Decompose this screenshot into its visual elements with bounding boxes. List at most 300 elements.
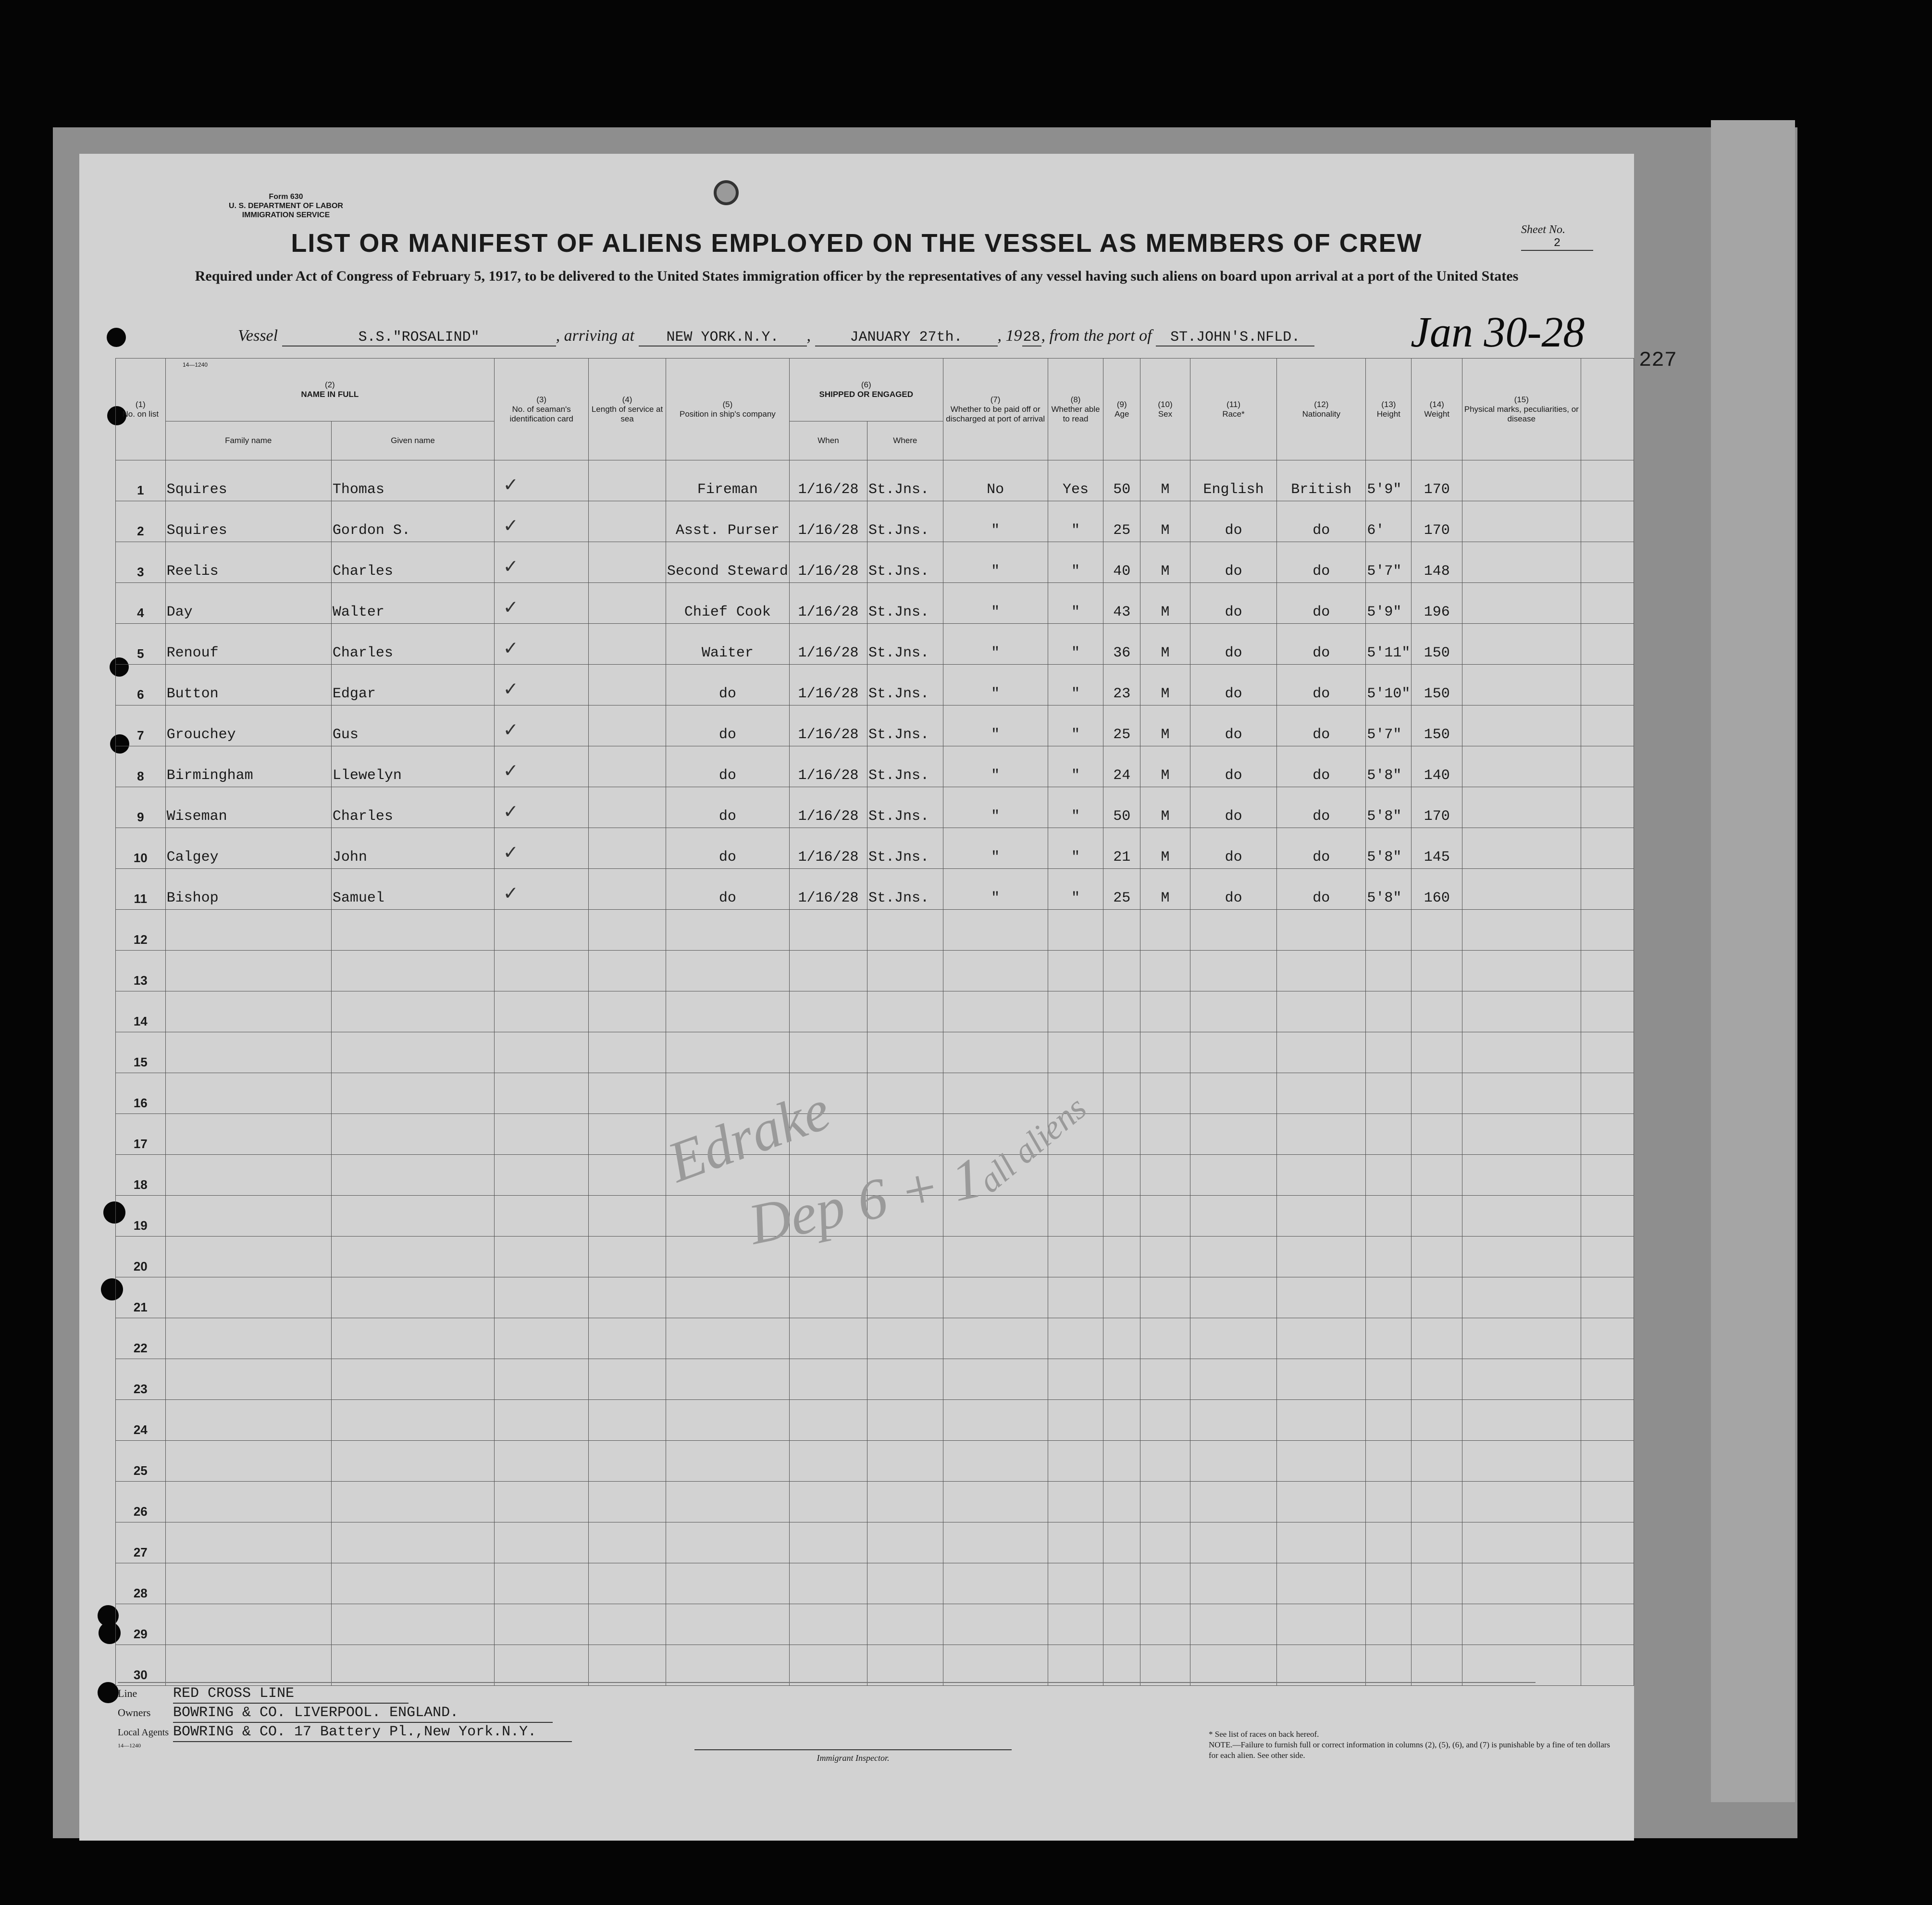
list-number: 29	[116, 1604, 166, 1645]
physical-marks	[1462, 1441, 1581, 1482]
handwritten-date-stamp: Jan 30-28	[1411, 309, 1585, 356]
nationality: do	[1277, 665, 1366, 705]
nationality	[1277, 991, 1366, 1032]
service-length	[589, 1441, 666, 1482]
able-to-read: "	[1048, 828, 1103, 869]
sex	[1140, 1277, 1190, 1318]
backing-strip	[1711, 120, 1795, 1802]
able-to-read	[1048, 1441, 1103, 1482]
list-number: 18	[116, 1155, 166, 1196]
race	[1190, 910, 1276, 951]
list-number: 7	[116, 705, 166, 746]
shipped-where	[867, 1318, 943, 1359]
print-code: 14—1240	[183, 361, 208, 368]
table-row	[116, 665, 1634, 705]
age: 21	[1103, 828, 1140, 869]
paid-off: "	[943, 746, 1048, 787]
sex	[1140, 991, 1190, 1032]
weight	[1412, 1522, 1462, 1563]
weight	[1412, 1604, 1462, 1645]
given-name	[331, 1155, 494, 1196]
nationality	[1277, 1441, 1366, 1482]
sex	[1140, 1318, 1190, 1359]
paid-off	[943, 1645, 1048, 1686]
able-to-read	[1048, 1237, 1103, 1277]
paid-off: "	[943, 501, 1048, 542]
paid-off	[943, 1032, 1048, 1073]
id-card-check	[495, 1196, 589, 1237]
pencil-note: all aliens	[971, 1088, 1094, 1200]
shipped-where	[867, 1441, 943, 1482]
sex: M	[1140, 665, 1190, 705]
family-name	[165, 1645, 331, 1686]
nationality	[1277, 1604, 1366, 1645]
blank-cell	[1581, 1645, 1634, 1686]
given-name	[331, 1318, 494, 1359]
header-sex: (10) Sex	[1140, 359, 1190, 460]
service-length	[589, 1237, 666, 1277]
physical-marks	[1462, 1400, 1581, 1441]
nationality: do	[1277, 869, 1366, 910]
service-length	[589, 746, 666, 787]
nationality: do	[1277, 583, 1366, 624]
race	[1190, 1237, 1276, 1277]
shipped-where: St.Jns.	[867, 665, 943, 705]
service-length	[589, 1604, 666, 1645]
form-identifier	[195, 192, 377, 220]
family-name	[165, 1277, 331, 1318]
able-to-read	[1048, 951, 1103, 991]
id-card-check	[495, 1604, 589, 1645]
given-name	[331, 1400, 494, 1441]
header-weight: (14) Weight	[1412, 359, 1462, 460]
physical-marks	[1462, 1073, 1581, 1114]
service-length	[589, 665, 666, 705]
service-length	[589, 951, 666, 991]
age	[1103, 951, 1140, 991]
paid-off	[943, 910, 1048, 951]
weight	[1412, 1400, 1462, 1441]
service-length	[589, 991, 666, 1032]
table-row	[116, 746, 1634, 787]
header-shipped-or-engaged: (6) SHIPPED OR ENGAGED	[789, 359, 943, 421]
sex	[1140, 1237, 1190, 1277]
id-card-check: ✓	[495, 501, 589, 542]
crew-table	[115, 358, 1634, 1686]
list-number: 16	[116, 1073, 166, 1114]
service-length	[589, 1196, 666, 1237]
list-number: 2	[116, 501, 166, 542]
position	[666, 1441, 789, 1482]
weight	[1412, 951, 1462, 991]
position: do	[666, 828, 789, 869]
table-row	[116, 501, 1634, 542]
race: do	[1190, 869, 1276, 910]
list-number: 25	[116, 1441, 166, 1482]
able-to-read: "	[1048, 705, 1103, 746]
race	[1190, 1482, 1276, 1522]
sex: M	[1140, 583, 1190, 624]
pencil-note: Dep 6 + 1	[743, 1145, 988, 1257]
sex	[1140, 1563, 1190, 1604]
given-name	[331, 1196, 494, 1237]
vessel-name: S.S."ROSALIND"	[282, 329, 556, 346]
shipped-when: 1/16/28	[789, 705, 867, 746]
height	[1366, 1277, 1412, 1318]
nationality: do	[1277, 705, 1366, 746]
list-number: 23	[116, 1359, 166, 1400]
shipped-when	[789, 1563, 867, 1604]
race	[1190, 1318, 1276, 1359]
service-length	[589, 1359, 666, 1400]
weight	[1412, 910, 1462, 951]
family-name: Birmingham	[165, 746, 331, 787]
height	[1366, 991, 1412, 1032]
race: do	[1190, 787, 1276, 828]
position: Waiter	[666, 624, 789, 665]
able-to-read	[1048, 910, 1103, 951]
height: 5'8"	[1366, 828, 1412, 869]
shipped-where	[867, 1073, 943, 1114]
physical-marks	[1462, 1155, 1581, 1196]
family-name	[165, 1196, 331, 1237]
owners-value: BOWRING & CO. LIVERPOOL. ENGLAND.	[173, 1704, 553, 1723]
shipped-when	[789, 1400, 867, 1441]
table-row	[116, 1032, 1634, 1073]
table-row	[116, 705, 1634, 746]
given-name: Charles	[331, 542, 494, 583]
weight	[1412, 1318, 1462, 1359]
list-number: 28	[116, 1563, 166, 1604]
id-card-check	[495, 1482, 589, 1522]
manifest-sheet	[79, 154, 1677, 1841]
able-to-read: "	[1048, 869, 1103, 910]
shipped-when	[789, 1441, 867, 1482]
weight: 196	[1412, 583, 1462, 624]
height: 5'11"	[1366, 624, 1412, 665]
family-name	[165, 1237, 331, 1277]
weight	[1412, 1073, 1462, 1114]
header-race: (11) Race*	[1190, 359, 1276, 460]
year-prefix: , 19	[997, 327, 1022, 345]
able-to-read: Yes	[1048, 460, 1103, 501]
sheet-number-label: Sheet No.	[1521, 223, 1565, 236]
age: 36	[1103, 624, 1140, 665]
paid-off: "	[943, 665, 1048, 705]
eyelet-hole	[714, 180, 739, 205]
id-card-check: ✓	[495, 828, 589, 869]
paid-off	[943, 991, 1048, 1032]
id-card-check	[495, 1073, 589, 1114]
age	[1103, 1604, 1140, 1645]
height	[1366, 1318, 1412, 1359]
id-card-check	[495, 910, 589, 951]
paid-off: "	[943, 624, 1048, 665]
nationality: do	[1277, 542, 1366, 583]
shipped-where	[867, 1645, 943, 1686]
position: do	[666, 705, 789, 746]
blank-cell	[1581, 828, 1634, 869]
given-name: Gordon S.	[331, 501, 494, 542]
age	[1103, 1114, 1140, 1155]
paid-off	[943, 1604, 1048, 1645]
service-length	[589, 1277, 666, 1318]
family-name: Renouf	[165, 624, 331, 665]
race	[1190, 1645, 1276, 1686]
sex: M	[1140, 705, 1190, 746]
given-name	[331, 1237, 494, 1277]
weight	[1412, 1645, 1462, 1686]
nationality	[1277, 1359, 1366, 1400]
family-name	[165, 1032, 331, 1073]
family-name	[165, 951, 331, 991]
agents-value: BOWRING & CO. 17 Battery Pl.,New York.N.Y.	[173, 1723, 572, 1742]
age	[1103, 1400, 1140, 1441]
document-subtitle: Required under Act of Congress of February 5, 1917, to be delivered to the United States immigration officer by the representatives of any vessel having such aliens on board upon arrival at a port of the United States	[195, 268, 1519, 284]
race: do	[1190, 624, 1276, 665]
header-name-in-full: (2) NAME IN FULL	[165, 359, 494, 421]
sex: M	[1140, 869, 1190, 910]
height	[1366, 1441, 1412, 1482]
blank-cell	[1581, 1482, 1634, 1522]
position	[666, 1318, 789, 1359]
age	[1103, 1237, 1140, 1277]
id-card-check: ✓	[495, 869, 589, 910]
paid-off	[943, 1563, 1048, 1604]
service-name: IMMIGRATION SERVICE	[242, 211, 330, 219]
sex	[1140, 1155, 1190, 1196]
owners-label: Owners	[118, 1707, 151, 1719]
table-row	[116, 787, 1634, 828]
given-name	[331, 1277, 494, 1318]
able-to-read: "	[1048, 787, 1103, 828]
age: 23	[1103, 665, 1140, 705]
able-to-read	[1048, 1155, 1103, 1196]
inspector-signature-field	[694, 1740, 1012, 1763]
paid-off: "	[943, 828, 1048, 869]
sex: M	[1140, 460, 1190, 501]
header-position: (5) Position in ship's company	[666, 359, 789, 460]
sheet-number-value: 2	[1521, 237, 1593, 251]
physical-marks	[1462, 1482, 1581, 1522]
sex	[1140, 1645, 1190, 1686]
height: 5'10"	[1366, 665, 1412, 705]
id-card-check	[495, 951, 589, 991]
weight	[1412, 1237, 1462, 1277]
footer-divider	[118, 1682, 1536, 1683]
weight: 145	[1412, 828, 1462, 869]
able-to-read	[1048, 1482, 1103, 1522]
age	[1103, 1155, 1140, 1196]
family-name	[165, 1522, 331, 1563]
list-number: 19	[116, 1196, 166, 1237]
table-row	[116, 869, 1634, 910]
race	[1190, 991, 1276, 1032]
header-when: When	[789, 421, 867, 460]
family-name	[165, 1400, 331, 1441]
service-length	[589, 1318, 666, 1359]
paid-off: No	[943, 460, 1048, 501]
blank-cell	[1581, 991, 1634, 1032]
blank-cell	[1581, 460, 1634, 501]
position: do	[666, 787, 789, 828]
family-name	[165, 1482, 331, 1522]
weight: 150	[1412, 624, 1462, 665]
vessel-label: Vessel	[238, 327, 278, 345]
blank-cell	[1581, 501, 1634, 542]
physical-marks	[1462, 1318, 1581, 1359]
table-row	[116, 991, 1634, 1032]
shipped-when	[789, 1318, 867, 1359]
table-row	[116, 1114, 1634, 1155]
family-name	[165, 1114, 331, 1155]
family-name	[165, 1318, 331, 1359]
list-number: 14	[116, 991, 166, 1032]
family-name	[165, 1441, 331, 1482]
paid-off	[943, 1400, 1048, 1441]
sex	[1140, 1482, 1190, 1522]
id-card-check: ✓	[495, 460, 589, 501]
nationality	[1277, 1277, 1366, 1318]
blank-cell	[1581, 1237, 1634, 1277]
physical-marks	[1462, 991, 1581, 1032]
weight: 170	[1412, 460, 1462, 501]
shipped-where	[867, 1032, 943, 1073]
footer-line-owners-agents	[118, 1684, 572, 1749]
sex	[1140, 1400, 1190, 1441]
nationality	[1277, 1563, 1366, 1604]
race	[1190, 1073, 1276, 1114]
shipped-where	[867, 1237, 943, 1277]
race	[1190, 1563, 1276, 1604]
sex	[1140, 1073, 1190, 1114]
nationality	[1277, 1073, 1366, 1114]
list-number: 20	[116, 1237, 166, 1277]
able-to-read: "	[1048, 501, 1103, 542]
table-row	[116, 1482, 1634, 1522]
given-name	[331, 1359, 494, 1400]
age: 43	[1103, 583, 1140, 624]
service-length	[589, 501, 666, 542]
header-list-no: (1) No. on list	[116, 359, 166, 460]
family-name	[165, 910, 331, 951]
physical-marks	[1462, 1277, 1581, 1318]
family-name: Grouchey	[165, 705, 331, 746]
height	[1366, 1196, 1412, 1237]
list-number: 21	[116, 1277, 166, 1318]
shipped-when: 1/16/28	[789, 869, 867, 910]
service-length	[589, 1482, 666, 1522]
age	[1103, 1318, 1140, 1359]
given-name: Walter	[331, 583, 494, 624]
service-length	[589, 705, 666, 746]
physical-marks	[1462, 1359, 1581, 1400]
list-number: 3	[116, 542, 166, 583]
physical-marks	[1462, 869, 1581, 910]
age	[1103, 991, 1140, 1032]
position	[666, 1563, 789, 1604]
family-name: Squires	[165, 460, 331, 501]
race	[1190, 1155, 1276, 1196]
blank-cell	[1581, 951, 1634, 991]
table-row	[116, 1604, 1634, 1645]
table-row	[116, 624, 1634, 665]
table-row	[116, 828, 1634, 869]
paid-off	[943, 1318, 1048, 1359]
header-family-name: Family name	[165, 421, 331, 460]
age	[1103, 1482, 1140, 1522]
family-name: Calgey	[165, 828, 331, 869]
line-label: Line	[118, 1687, 137, 1699]
id-card-check	[495, 1032, 589, 1073]
shipped-when: 1/16/28	[789, 828, 867, 869]
footer-notes	[1209, 1729, 1617, 1761]
nationality	[1277, 1196, 1366, 1237]
given-name: Charles	[331, 787, 494, 828]
header-height: (13) Height	[1366, 359, 1412, 460]
age	[1103, 1277, 1140, 1318]
sex	[1140, 1604, 1190, 1645]
nationality	[1277, 1645, 1366, 1686]
shipped-when	[789, 1482, 867, 1522]
weight	[1412, 1155, 1462, 1196]
height	[1366, 1522, 1412, 1563]
physical-marks	[1462, 1237, 1581, 1277]
family-name: Day	[165, 583, 331, 624]
race: do	[1190, 583, 1276, 624]
paid-off	[943, 1522, 1048, 1563]
blank-cell	[1581, 1522, 1634, 1563]
weight: 150	[1412, 705, 1462, 746]
physical-marks	[1462, 583, 1581, 624]
header-paid-off: (7) Whether to be paid off or discharged at port of arrival	[943, 359, 1048, 460]
shipped-when: 1/16/28	[789, 746, 867, 787]
race	[1190, 1277, 1276, 1318]
sex	[1140, 1114, 1190, 1155]
blank-cell	[1581, 705, 1634, 746]
service-length	[589, 787, 666, 828]
header-id-card: (3) No. of seaman's identification card	[495, 359, 589, 460]
height: 5'8"	[1366, 869, 1412, 910]
sex	[1140, 1441, 1190, 1482]
id-card-check	[495, 1114, 589, 1155]
position: Second Steward	[666, 542, 789, 583]
height	[1366, 951, 1412, 991]
list-number: 10	[116, 828, 166, 869]
physical-marks	[1462, 746, 1581, 787]
physical-marks	[1462, 1563, 1581, 1604]
family-name: Reelis	[165, 542, 331, 583]
shipped-where: St.Jns.	[867, 501, 943, 542]
weight: 160	[1412, 869, 1462, 910]
shipped-where	[867, 1277, 943, 1318]
height	[1366, 1032, 1412, 1073]
age	[1103, 910, 1140, 951]
race	[1190, 1114, 1276, 1155]
shipped-where: St.Jns.	[867, 624, 943, 665]
service-length	[589, 910, 666, 951]
height: 5'8"	[1366, 746, 1412, 787]
list-number: 5	[116, 624, 166, 665]
race	[1190, 1604, 1276, 1645]
paid-off	[943, 1482, 1048, 1522]
table-row	[116, 460, 1634, 501]
family-name: Squires	[165, 501, 331, 542]
blank-cell	[1581, 869, 1634, 910]
family-name: Bishop	[165, 869, 331, 910]
list-number: 8	[116, 746, 166, 787]
list-number: 1	[116, 460, 166, 501]
